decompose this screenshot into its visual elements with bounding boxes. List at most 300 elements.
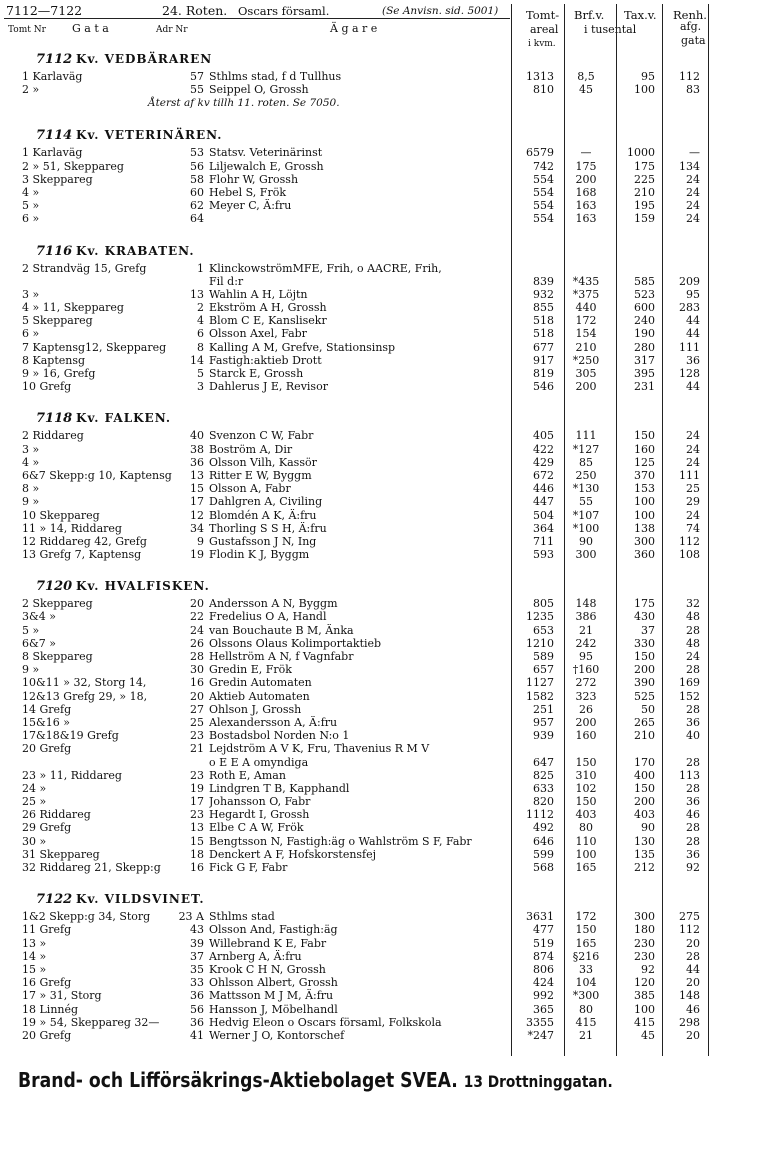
col-tomtnr: Tomt Nr [8,25,46,35]
address-number: 58 [190,172,204,186]
fire-insurance-value: 85 [579,455,593,469]
fire-insurance-value: *127 [572,442,600,456]
tax-value: 430 [634,610,655,624]
plot-area: *247 [527,1028,554,1042]
street-address: 3 » [22,442,40,456]
fire-insurance-value: 148 [575,597,597,611]
tax-value: 180 [634,923,655,937]
address-number: 19 [190,781,204,795]
street-address: 9 » 16, Grefg [22,367,96,380]
fire-insurance-value: 165 [575,936,597,950]
street-address: 19 » 54, Skeppareg 32— [22,1015,160,1029]
tax-value: 190 [634,327,655,341]
address-number: 38 [190,442,204,456]
street-address: 1&2 Skepp:g 34, Storg [22,910,151,924]
plot-area: 492 [533,821,554,835]
plot-area: 646 [533,834,554,848]
fire-insurance-value: 242 [575,636,597,650]
address-number: 17 [190,495,204,509]
plot-area: 477 [533,923,554,937]
fire-insurance-value: 403 [575,808,597,822]
address-number: 35 [190,962,204,976]
fire-insurance-value: 160 [575,729,597,743]
fire-insurance-value: 33 [579,962,593,976]
street-address: 7 Kaptensg12, Skeppareg [22,340,167,354]
street-cleaning-fee: 36 [686,847,700,861]
property-row [0,676,762,689]
plot-area: 806 [533,962,554,976]
street-cleaning-fee: 24 [686,442,700,456]
plot-area: 839 [533,274,554,288]
address-number: 56 [190,159,204,173]
address-number: 18 [190,847,204,861]
street-cleaning-fee: 44 [686,314,700,328]
plot-area: 422 [533,442,554,456]
property-row [0,314,762,327]
fire-insurance-value: 150 [575,923,597,937]
col-renh: Renh. [673,8,707,22]
property-row [0,1016,762,1029]
owner-name: Ohlson J, Grossh [209,702,302,716]
tax-value: 150 [634,650,655,663]
block-note: Återst af kv tillh 11. roten. Se 7050. [148,97,340,110]
street-cleaning-fee: 111 [679,468,700,482]
tax-value: 50 [641,702,655,716]
address-number: 20 [190,597,204,611]
owner-name: Olsson And, Fastigh:äg [209,923,338,937]
block-number: 7122 [36,892,73,908]
col-areal: areal [530,23,559,36]
header-rule [4,18,510,19]
page-range: 7112—7122 [6,3,83,18]
plot-area: 672 [533,468,554,482]
address-number: 34 [190,521,204,535]
address-number: 16 [190,676,204,690]
street-cleaning-fee: 25 [686,482,700,496]
address-number: 13 [190,468,204,482]
street-address: 9 » [22,495,40,509]
owner-name: Roth E, Aman [209,768,286,782]
street-cleaning-fee: 209 [679,274,700,288]
street-address: 23 » 11, Riddareg [22,768,122,782]
street-cleaning-fee: 24 [686,172,700,186]
owner-name: Werner J O, Kontorschef [209,1028,345,1042]
property-row [0,703,762,716]
address-number: 25 [190,715,204,729]
block-number: 7112 [36,52,73,67]
street-cleaning-fee: 40 [686,729,700,743]
street-address: 2 Strandväg 15, Grefg [22,261,147,275]
owner-name: Fil d:r [209,274,244,288]
street-address: 16 Grefg [22,976,72,990]
street-address: 3 Skeppareg [22,172,93,186]
property-row [0,976,762,989]
tax-value: 240 [634,314,655,328]
plot-area: 1127 [526,676,554,690]
street-address: 2 » 51, Skeppareg [22,159,124,173]
owner-name: Olsson Axel, Fabr [209,327,307,341]
block-name: Kv. FALKEN. [76,411,172,426]
street-cleaning-fee: 298 [679,1015,700,1029]
tax-value: 400 [634,768,655,782]
street-cleaning-fee: 28 [686,834,700,848]
street-cleaning-fee: 48 [686,636,700,650]
fire-insurance-value: 175 [575,159,597,173]
block-spacer [0,561,762,575]
tax-value: 523 [634,287,655,301]
property-row [0,650,762,663]
street-address: 6&7 » [22,636,57,650]
street-address: 20 Grefg [22,1028,72,1042]
owner-name: Flodin K J, Byggm [209,548,310,562]
property-row [0,1029,762,1042]
plot-area: 554 [533,172,554,186]
col-adrnr: Adr Nr [156,25,188,35]
street-cleaning-fee: 134 [679,159,700,173]
fire-insurance-value: §216 [572,949,600,963]
owner-name: Blomdén A K, Ä:fru [209,508,317,522]
property-row [0,262,762,275]
property-row [0,186,762,199]
address-number: 23 [190,729,204,743]
street-cleaning-fee: 46 [686,808,700,822]
owner-name: Mattsson M J M, Ä:fru [209,989,334,1003]
street-cleaning-fee: 32 [686,597,700,611]
fire-insurance-value: 200 [575,380,597,394]
street-address: 2 Riddareg [22,429,84,443]
property-row [0,690,762,703]
address-number: 23 [190,768,204,782]
property-row [0,937,762,950]
owner-name: Sthlms stad, f d Tullhus [209,70,342,83]
property-row [0,146,762,159]
plot-area: 568 [533,861,554,874]
plot-area: 519 [533,936,554,950]
street-address: 4 » [22,455,40,469]
owner-name: Bengtsson N, Fastigh:äg o Wahlström S F, Fabr [209,834,472,848]
street-address: 10&11 » 32, Storg 14, [22,676,147,690]
street-cleaning-fee: 95 [686,287,700,301]
tax-value: 130 [634,834,655,848]
street-address: 32 Riddareg 21, Skepp:g [22,861,161,874]
address-number: 1 [197,261,204,275]
property-row [0,327,762,340]
plot-area: 518 [533,314,554,328]
address-number: 21 [190,742,204,756]
insurance-company: Brand- och Lifförsäkrings-Aktiebolaget SVEA. [18,1068,458,1092]
fire-insurance-value: *100 [572,521,600,535]
block-title [0,575,762,597]
plot-area: 647 [533,755,554,769]
street-address: 11 Grefg [22,923,72,937]
property-row [0,597,762,610]
plot-area: 810 [533,83,554,97]
address-number: 64 [190,212,204,226]
street-cleaning-fee: 24 [686,455,700,469]
street-cleaning-fee: 20 [686,1028,700,1042]
street-address: 12&13 Grefg 29, » 18, [22,689,148,703]
owner-name: o E E A omyndiga [209,755,309,769]
fire-insurance-value: 95 [579,650,593,663]
address-number: 24 [190,623,204,637]
fire-insurance-value: 200 [575,172,597,186]
block-spacer [0,874,762,888]
property-row [0,83,762,96]
address-number: 62 [190,199,204,213]
property-row [0,963,762,976]
street-address: 5 » [22,199,40,213]
tax-value: 395 [634,367,655,380]
property-row [0,729,762,742]
address-number: 5 [197,367,204,380]
fire-insurance-value: 100 [575,847,597,861]
street-cleaning-fee: 92 [686,861,700,874]
street-address: 18 Linnég [22,1002,79,1016]
plot-area: 820 [533,795,554,809]
plot-area: 1235 [526,610,554,624]
owner-name: Gustafsson J N, Ing [209,534,317,548]
address-number: 56 [190,1002,204,1016]
address-number: 6 [197,327,204,341]
fire-insurance-value: 163 [575,199,597,213]
owner-name: Gredin Automaten [209,676,312,690]
tax-value: 159 [634,212,655,226]
street-cleaning-fee: 112 [679,534,700,548]
owner-name: Aktieb Automaten [209,689,310,703]
block-title [0,124,762,146]
tax-value: 200 [634,795,655,809]
owner-name: Seippel O, Grossh [209,83,309,97]
owner-name: van Bouchaute B M, Änka [209,623,354,637]
property-row [0,535,762,548]
fire-insurance-value: *130 [572,482,600,496]
street-cleaning-fee: 24 [686,199,700,213]
fire-insurance-value: 80 [579,1002,593,1016]
street-address: 1 Karlaväg [22,70,83,83]
fire-insurance-value: 300 [575,548,597,562]
street-address: 8 Kaptensg [22,353,86,367]
address-number: 19 [190,548,204,562]
fire-insurance-value: 165 [575,861,597,874]
tax-value: 585 [634,274,655,288]
fire-insurance-value: *107 [572,508,600,522]
property-row [0,380,762,393]
property-row [0,70,762,83]
col-afg: afg. [680,20,702,33]
property-row [0,288,762,301]
owner-name: Fredelius O A, Handl [209,610,327,624]
address-number: 60 [190,185,204,199]
property-row [0,199,762,212]
tax-value: 45 [641,1028,655,1042]
owner-name: Ohlsson Albert, Grossh [209,976,338,990]
owner-name: Elbe C A W, Frök [209,821,304,835]
street-address: 6&7 Skepp:g 10, Kaptensg [22,468,172,482]
street-address: 10 Grefg [22,380,72,394]
fire-insurance-value: 172 [575,910,597,924]
fire-insurance-value: *300 [572,989,600,1003]
address-number: 37 [190,949,204,963]
fire-insurance-value: 386 [575,610,597,624]
block-number: 7116 [36,243,73,259]
address-number: 36 [190,989,204,1003]
street-address: 17 » 31, Storg [22,989,102,1003]
owner-name: Hellström A N, f Vagnfabr [209,650,354,663]
property-row [0,301,762,314]
street-address: 13 » [22,936,47,950]
plot-area: 554 [533,199,554,213]
owner-name: Starck E, Grossh [209,367,304,380]
block-spacer [0,393,762,407]
street-cleaning-fee: 152 [679,689,700,703]
owner-name: Boström A, Dir [209,442,293,456]
address-number: 9 [197,534,204,548]
fire-insurance-value: 150 [575,795,597,809]
tax-value: 230 [634,936,655,950]
company-address: 13 Drottninggatan. [463,1072,613,1091]
address-number: 28 [190,650,204,663]
owner-name: Liljewalch E, Grossh [209,159,324,173]
street-address: 3 » [22,287,40,301]
street-address: 14 » [22,949,47,963]
owner-name: Fastigh:aktieb Drott [209,353,322,367]
plot-area: 447 [533,495,554,509]
reference-note: (Se Anvisn. sid. 5001) [382,5,499,17]
tax-value: 153 [634,482,655,496]
plot-area: 711 [533,534,554,548]
tax-value: 100 [634,508,655,522]
block-spacer [0,110,762,124]
advertisement-footer [18,1068,646,1092]
street-cleaning-fee: 169 [679,676,700,690]
property-row [0,742,762,755]
owner-name: Olssons Olaus Kolimportaktieb [209,636,382,650]
street-address: 3&4 » [22,610,57,624]
col-brf: Brf.v. [574,8,605,22]
col-tax: Tax.v. [624,8,657,22]
street-cleaning-fee: 112 [679,70,700,83]
owner-name: Denckert A F, Hofskorstensfej [209,847,377,861]
street-cleaning-fee: 29 [686,495,700,509]
block-name: Kv. VETERINÄREN. [76,128,223,143]
fire-insurance-value: 8,5 [577,70,595,83]
owner-name: Alexandersson A, Ä:fru [209,715,338,729]
street-address: 17&18&19 Grefg [22,729,119,743]
tax-value: 231 [634,380,655,394]
street-cleaning-fee: 28 [686,755,700,769]
tax-value: 92 [641,962,655,976]
owner-name: Dahlerus J E, Revisor [209,380,328,394]
tax-value: 95 [641,70,655,83]
street-address: 9 » [22,663,40,677]
street-address: 8 » [22,482,40,496]
street-cleaning-fee: 148 [679,989,700,1003]
plot-area: 593 [533,548,554,562]
street-cleaning-fee: 44 [686,327,700,341]
street-cleaning-fee: 108 [679,548,700,562]
fire-insurance-value: 104 [575,976,597,990]
property-row [0,782,762,795]
street-address: 6 » [22,327,40,341]
street-address: 4 » [22,185,40,199]
property-row [0,173,762,186]
fire-insurance-value: 210 [575,340,597,354]
fire-insurance-value: 200 [575,715,597,729]
plot-area: 546 [533,380,554,394]
tax-value: 330 [634,636,655,650]
plot-area: 365 [533,1002,554,1016]
street-address: 29 Grefg [22,821,72,835]
property-row [0,610,762,623]
property-row [0,861,762,874]
fire-insurance-value: *250 [572,353,600,367]
street-cleaning-fee: 20 [686,936,700,950]
plot-area: 825 [533,768,554,782]
fire-insurance-value: 310 [575,768,597,782]
street-cleaning-fee: 24 [686,429,700,443]
tax-value: 212 [634,861,655,874]
tax-value: 230 [634,949,655,963]
plot-area: 599 [533,847,554,861]
tax-value: 100 [634,495,655,509]
plot-area: 939 [533,729,554,743]
street-cleaning-fee: 44 [686,380,700,394]
fire-insurance-value: 80 [579,821,593,835]
plot-area: 554 [533,212,554,226]
property-row [0,808,762,821]
street-address: 4 » 11, Skeppareg [22,301,124,315]
street-cleaning-fee: 283 [679,301,700,315]
address-number: 22 [190,610,204,624]
owner-name: Ritter E W, Byggm [209,468,312,482]
tax-value: 138 [634,521,655,535]
tax-value: 90 [641,821,655,835]
property-row [0,443,762,456]
address-number: 30 [190,663,204,677]
plot-area: 446 [533,482,554,496]
address-number: 40 [190,429,204,443]
street-cleaning-fee: 44 [686,962,700,976]
plot-area: 855 [533,301,554,315]
street-address: 5 » [22,623,40,637]
fire-insurance-value: — [580,146,592,160]
street-cleaning-fee: 83 [686,83,700,97]
tax-value: 525 [634,689,655,703]
tax-value: 265 [634,715,655,729]
fire-insurance-value: 55 [579,495,593,509]
address-number: 14 [190,353,204,367]
street-cleaning-fee: 275 [679,910,700,924]
street-cleaning-fee: 128 [679,367,700,380]
tax-value: 100 [634,1002,655,1016]
street-address: 15 » [22,962,47,976]
plot-area: 364 [533,521,554,535]
owner-name: Wahlin A H, Löjtn [209,287,308,301]
street-address: 20 Grefg [22,742,72,756]
plot-area: 805 [533,597,554,611]
address-number: 12 [190,508,204,522]
property-row [0,429,762,442]
plot-area: 554 [533,185,554,199]
fire-insurance-value: 45 [579,83,593,97]
fire-insurance-value: 323 [575,689,597,703]
property-row [0,769,762,782]
tax-value: 385 [634,989,655,1003]
street-cleaning-fee: 48 [686,610,700,624]
property-row [0,910,762,923]
block-name: Kv. VILDSVINET. [76,892,205,907]
owner-name: Svenzon C W, Fabr [209,429,314,443]
